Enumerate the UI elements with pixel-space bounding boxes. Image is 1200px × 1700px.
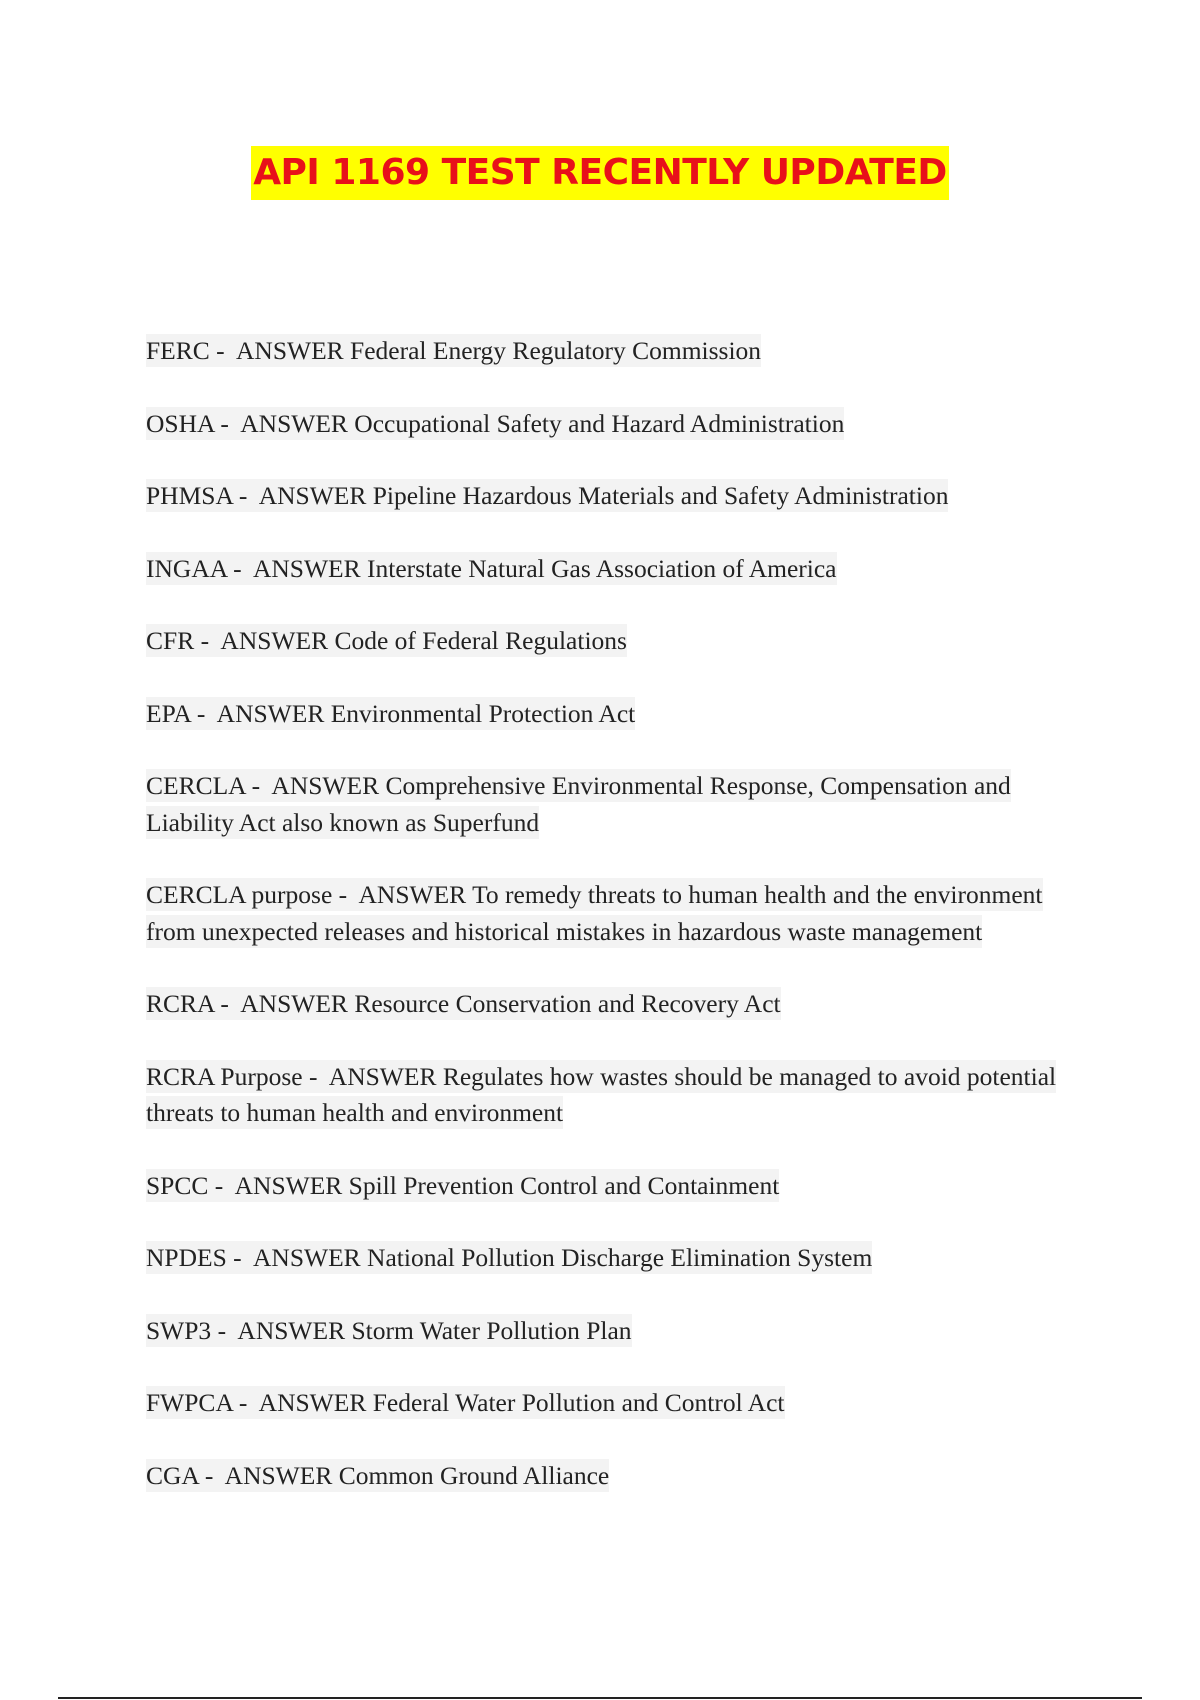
qa-term: INGAA: [146, 553, 227, 583]
qa-term: CERCLA purpose: [146, 880, 333, 909]
qa-answer: Occupational Safety and Hazard Administration: [354, 408, 845, 438]
qa-term: NPDES: [146, 1243, 227, 1272]
qa-answer-marker: ANSWER: [328, 1061, 437, 1091]
qa-separator: -: [190, 698, 217, 728]
qa-term: FWPCA: [146, 1388, 233, 1417]
qa-answer: Resource Conservation and Recovery Act: [354, 989, 781, 1018]
qa-term: PHMSA: [146, 481, 233, 510]
qa-answer-marker: ANSWER: [253, 1243, 361, 1272]
qa-entry-text: [146, 1169, 779, 1202]
qa-term: CFR: [146, 626, 195, 655]
qa-answer: Interstate Natural Gas Association of America: [367, 553, 837, 583]
qa-answer: Comprehensive Environmental Response, Compensation and Liability Act also known as Superfund: [146, 771, 1011, 837]
qa-term: SWP3: [146, 1315, 212, 1345]
qa-separator: -: [332, 880, 359, 909]
qa-answer-marker: ANSWER: [220, 626, 329, 655]
qa-separator: -: [226, 553, 253, 583]
qa-entry: [146, 1168, 1066, 1205]
qa-answer-marker: ANSWER: [237, 1315, 346, 1345]
qa-separator: -: [214, 989, 241, 1018]
qa-term: OSHA: [146, 408, 215, 438]
qa-separator: -: [232, 481, 259, 510]
qa-entry-text: [146, 479, 948, 512]
qa-entry-text: [146, 407, 844, 440]
qa-entry-text: [146, 697, 635, 730]
qa-entry-text: [146, 878, 1043, 948]
qa-answer: Regulates how wastes should be managed to avoid potential threats to human health and environment: [146, 1061, 1057, 1127]
qa-entry-text: [146, 552, 837, 585]
qa-entry-text: [146, 1241, 872, 1274]
qa-term: CERCLA: [146, 771, 246, 800]
qa-answer: Federal Water Pollution and Control Act: [372, 1388, 785, 1417]
qa-answer-marker: ANSWER: [271, 771, 380, 800]
qa-answer-marker: ANSWER: [234, 1170, 343, 1200]
qa-entry-text: [146, 1314, 632, 1347]
qa-answer: Pipeline Hazardous Materials and Safety Administration: [372, 481, 949, 510]
qa-answer-marker: ANSWER: [240, 989, 348, 1018]
qa-term: RCRA Purpose: [146, 1061, 303, 1091]
document-title: API 1169 TEST RECENTLY UPDATED: [251, 146, 949, 200]
qa-answer: National Pollution Discharge Elimination System: [367, 1243, 873, 1272]
qa-list: [146, 333, 1066, 1530]
qa-entry: [146, 1240, 1066, 1277]
qa-separator: -: [226, 1243, 253, 1272]
qa-answer-marker: ANSWER: [224, 1460, 333, 1490]
qa-answer-marker: ANSWER: [240, 408, 348, 438]
qa-entry: [146, 1313, 1066, 1350]
qa-answer: Spill Prevention Control and Containment: [348, 1170, 780, 1200]
qa-entry: [146, 333, 1066, 370]
qa-entry-text: [146, 769, 1011, 839]
qa-entry: [146, 877, 1066, 950]
qa-separator: -: [214, 408, 241, 438]
qa-entry: [146, 623, 1066, 660]
qa-entry: [146, 768, 1066, 841]
qa-entry: [146, 1059, 1066, 1132]
qa-entry: [146, 478, 1066, 515]
qa-answer-marker: ANSWER: [216, 698, 325, 728]
qa-entry-text: [146, 1060, 1056, 1130]
qa-answer: Code of Federal Regulations: [334, 626, 627, 655]
qa-term: FERC: [146, 336, 210, 365]
qa-answer: Federal Energy Regulatory Commission: [350, 336, 762, 365]
qa-term: RCRA: [146, 989, 215, 1018]
qa-separator: -: [232, 1388, 259, 1417]
qa-separator: -: [245, 771, 272, 800]
qa-entry: [146, 696, 1066, 733]
qa-separator: -: [198, 1460, 225, 1490]
qa-answer: Common Ground Alliance: [338, 1460, 610, 1490]
qa-answer: Storm Water Pollution Plan: [351, 1315, 632, 1345]
qa-answer-marker: ANSWER: [258, 1388, 367, 1417]
qa-separator: -: [209, 336, 236, 365]
qa-term: EPA: [146, 698, 191, 728]
qa-entry-text: [146, 334, 761, 367]
qa-answer-marker: ANSWER: [236, 336, 344, 365]
qa-separator: -: [211, 1315, 238, 1345]
qa-answer-marker: ANSWER: [258, 481, 367, 510]
qa-entry: [146, 986, 1066, 1023]
qa-answer: Environmental Protection Act: [330, 698, 636, 728]
qa-answer: To remedy threats to human health and the environment from unexpected releases and historical mistakes in hazardous waste management: [146, 880, 1043, 946]
qa-separator: -: [302, 1061, 329, 1091]
qa-entry-text: [146, 1386, 785, 1419]
qa-entry: [146, 551, 1066, 588]
page-bottom-rule: [58, 1697, 1142, 1699]
qa-separator: -: [194, 626, 221, 655]
qa-answer-marker: ANSWER: [252, 553, 361, 583]
qa-term: CGA: [146, 1460, 199, 1490]
qa-entry-text: [146, 1459, 609, 1492]
qa-separator: -: [208, 1170, 235, 1200]
qa-term: SPCC: [146, 1170, 209, 1200]
title-wrap: [0, 146, 1200, 200]
qa-entry: [146, 406, 1066, 443]
qa-entry-text: [146, 987, 781, 1020]
qa-answer-marker: ANSWER: [358, 880, 467, 909]
qa-entry: [146, 1458, 1066, 1495]
qa-entry-text: [146, 624, 627, 657]
qa-entry: [146, 1385, 1066, 1422]
